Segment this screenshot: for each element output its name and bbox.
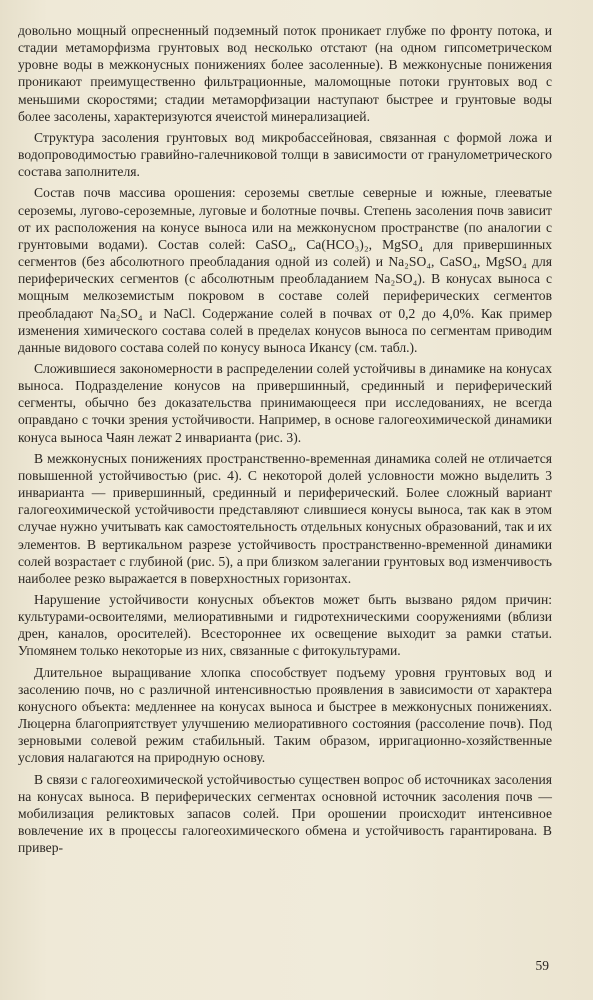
paragraph-2: Структура засоления грунтовых вод микробассейновая, связанная с формой ложа и водопроводимостью гравийно-галечниковой толщи в зависимости от гранулометрического состава заполнителя. (18, 129, 552, 180)
paragraph-7: Длительное выращивание хлопка способствует подъему уровня грунтовых вод и засолению почв, но с различной интенсивностью проявления в зависимости от характера конусного объекта: медленнее на конусах выноса и быстрее в межконусных понижениях. Люцерна благоприятствует улучшению мелиоративного состояния (рассоление почв). Под зерновыми солевой режим стабильный. Таким образом, ирригационно-хозяйственные условия налагаются на природную основу. (18, 664, 552, 766)
body-text (18, 22, 552, 860)
paragraph-6: Нарушение устойчивости конусных объектов может быть вызвано рядом причин: культурами-освоителями, мелиоративными и гидротехническими сооружениями (вблизи дрен, каналов, оросителей). Всестороннее их освещение выходит за рамки статьи. Упомянем только некоторые из них, связанные с фитокультурами. (18, 592, 552, 659)
paragraph-8: В связи с галогеохимической устойчивостью существен вопрос об источниках засоления на конусах выноса. В периферических сегментах основной источник засоления почв — мобилизация реликтовых запасов солей. При орошении происходит интенсивное вовлечение их в процессы галогеохимического обмена и устойчивость гарантирована. В привер- (18, 771, 552, 856)
paragraph-3: Состав почв массива орошения: сероземы светлые северные и южные, глееватые сероземы, лугово-сероземные, луговые и болотные почвы. Степень засоления почв зависит от их расположения на конусе выноса или на межконусном пространстве (по аналогии с грунтовыми водами). Состав солей: CaSO₄, Ca(HCO₃)₂, MgSO₄ для привершинных сегментов (без абсолютного преобладания одной из солей) и Na₂SO₄, CaSO₄, MgSO₄ для периферических сегментов (с абсолютным преобладанием Na₂SO₄). В конусах выноса с мощным мелкоземистым покровом в составе солей периферических сегментов преобладают Na₂SO₄ и NaCl. Содержание солей в почвах от 0,2 до 4,0%. Как пример изменения химического состава солей в пределах конусов выноса по сегментам приводим данные видового состава солей по конусу выноса Икансу (см. табл.). (18, 185, 552, 355)
page-number: 59 (535, 958, 549, 973)
paragraph-1: довольно мощный опресненный подземный поток проникает глубже по фронту потока, и стадии метаморфизма грунтовых вод несколько отстают (на одном гипсометрическом уровне воды в межконусных понижениях более засоленные). В межконусные понижения проникают преимущественно фильтрационные, маломощные потоки грунтовых вод с меньшими скоростями; стадии метаморфизации наступают быстрее и грунтовые воды более засолены, характеризуются ячеистой минерализацией. (18, 23, 552, 124)
paragraph-5: В межконусных понижениях пространственно-временная динамика солей не отличается повышенной устойчивостью (рис. 4). С некоторой долей условности можно выделить 3 инварианта — привершинный, срединный и периферический. Более сложный вариант галогеохимической устойчивости представляют слившиеся конусы выноса, так как в этом случае нужно учитывать как самостоятельность отдельных конусных образований, так и их элементов. В вертикальном разрезе устойчивость пространственно-временной динамики солей возрастает с глубиной (рис. 5), а при близком залегании грунтовых вод изменчивость наиболее резко выражается в поверхностных горизонтах. (18, 450, 552, 586)
paragraph-4: Сложившиеся закономерности в распределении солей устойчивы в динамике на конусах выноса. Подразделение конусов на привершинный, срединный и периферический сегменты, обычно без доказательства принимающееся при исследованиях, не всегда оправдано с точки зрения устойчивости. Например, в основе галогеохимической динамики конуса выноса Чаян лежат 2 инварианта (рис. 3). (18, 360, 552, 445)
